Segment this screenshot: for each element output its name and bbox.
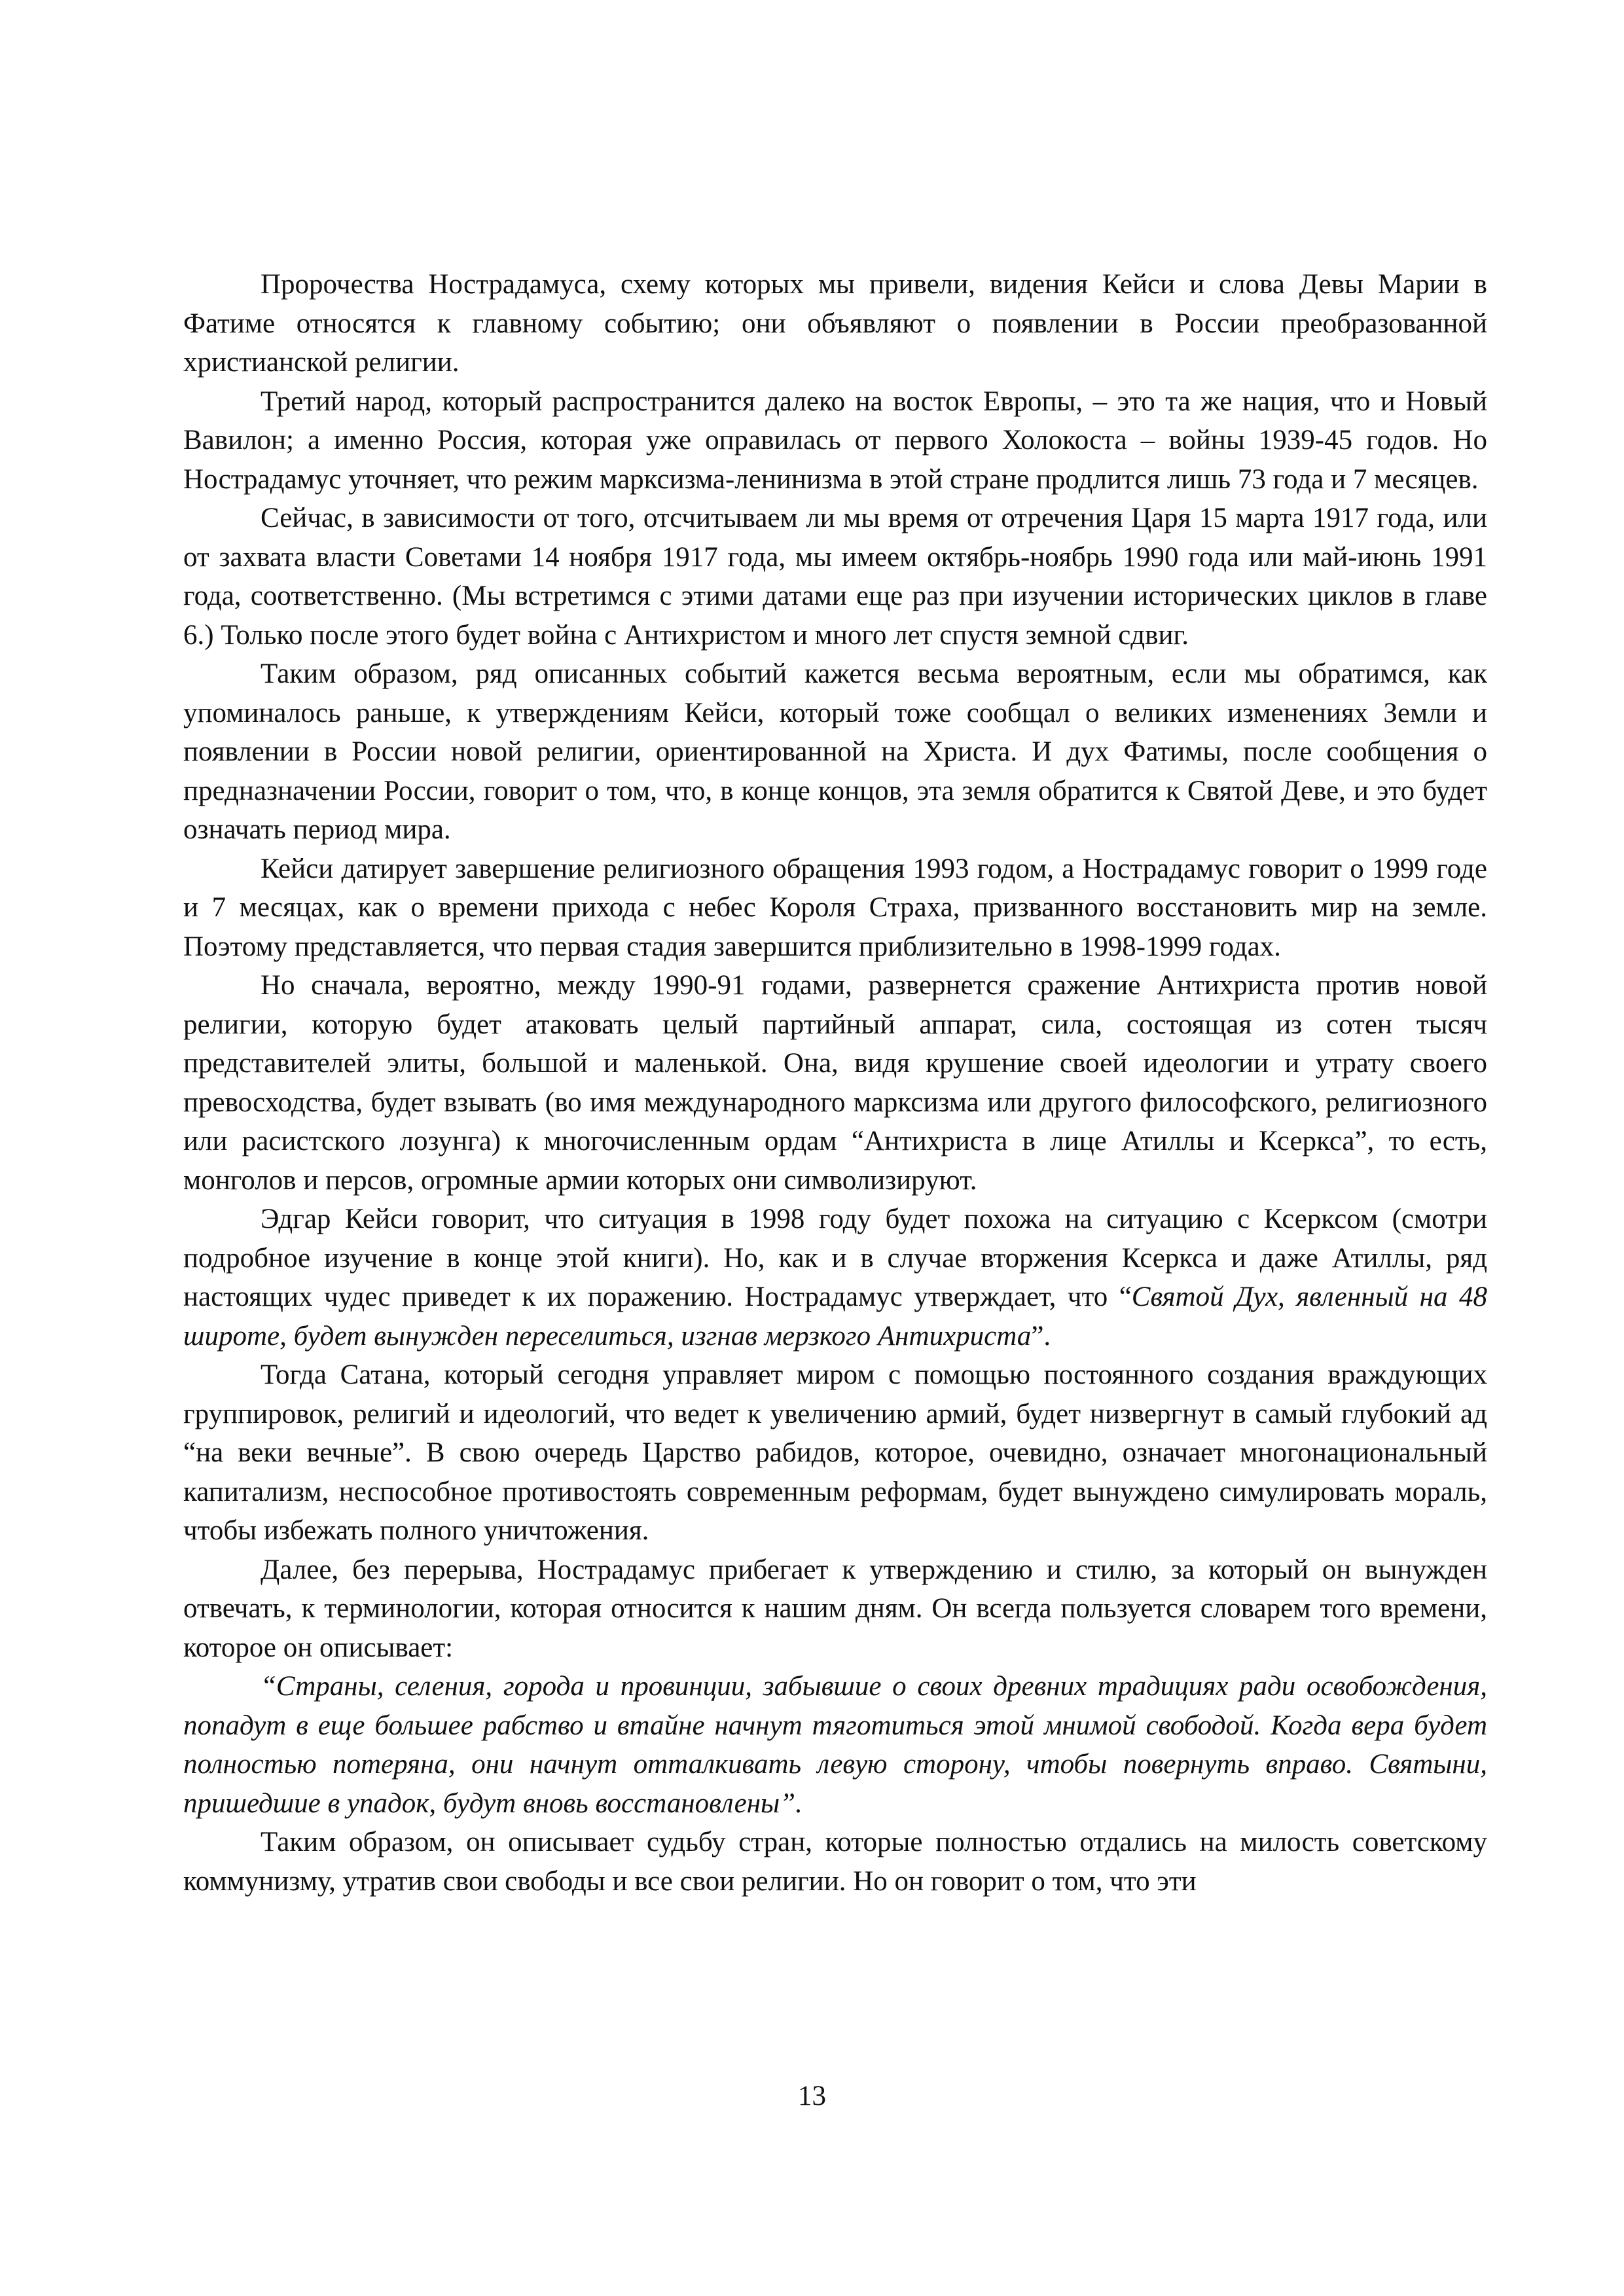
paragraph-3: Сейчас, в зависимости от того, отсчитываем ли мы время от отречения Царя 15 марта 1917 года, или от захвата власти Советами 14 ноября 1917 года, мы имеем октябрь-ноябрь 1990 года или май-июнь 1991 года, соответственно. (Мы встретимся с этими датами еще раз при изучении исторических циклов в главе 6.) Только после этого будет война с Антихристом и много лет спустя земной сдвиг.	[183, 503, 1487, 651]
paragraph-6: Но сначала, вероятно, между 1990-91 годами, развернется сражение Антихриста против новой религии, которую будет атаковать целый партийный аппарат, сила, состоящая из сотен тысяч представителей элиты, большой и маленькой. Она, видя крушение своей идеологии и утрату своего превосходства, будет взывать (во имя международного марксизма или другого философского, религиозного или расистского лозунга) к многочисленным ордам “Антихриста в лице Атиллы и Ксеркса”, то есть, монголов и персов, огромные армии которых они символизируют.	[183, 970, 1487, 1196]
paragraph-2: Третий народ, который распространится далеко на восток Европы, – это та же нация, что и Новый Вавилон; а именно Россия, которая уже оправилась от первого Холокоста – войны 1939-45 годов. Но Нострадамус уточняет, что режим марксизма-ленинизма в этой стране продлится лишь 73 года и 7 месяцев.	[183, 386, 1487, 495]
paragraph-4: Таким образом, ряд описанных событий кажется весьма вероятным, если мы обратимся, как упоминалось раньше, к утверждениям Кейси, который тоже сообщал о великих изменениях Земли и появлении в России новой религии, ориентированной на Христа. И дух Фатимы, после сообщения о предназначении России, говорит о том, что, в конце концов, эта земля обратится к Святой Деве, и это будет означать период мира.	[183, 658, 1487, 845]
paragraph-7	[183, 1200, 1487, 1355]
page-number: 13	[798, 2081, 826, 2111]
paragraph-8: Тогда Сатана, который сегодня управляет миром с помощью постоянного создания враждующих группировок, религий и идеологий, что ведет к увеличению армий, будет низвергнут в самый глубокий ад “на веки вечные”. В свою очередь Царство рабидов, которое, очевидно, означает многонациональный капитализм, неспособное противостоять современным реформам, будет вынуждено симулировать мораль, чтобы избежать полного уничтожения.	[183, 1359, 1487, 1546]
paragraph-9: Далее, без перерыва, Нострадамус прибегает к утверждению и стилю, за который он вынужден отвечать, к терминологии, которая относится к нашим дням. Он всегда пользуется словарем того времени, которое он описывает:	[183, 1554, 1487, 1663]
block-quote: “Страны, селения, города и провинции, забывшие о своих древних традициях ради освобождения, попадут в еще большее рабство и втайне начнут тяготиться этой мнимой свободой. Когда вера будет полностью потеряна, они начнут отталкивать левую сторону, чтобы повернуть вправо. Святыни, пришедшие в упадок, будут вновь восстановлены”.	[183, 1671, 1487, 1819]
paragraph-1: Пророчества Нострадамуса, схему которых мы привели, видения Кейси и слова Девы Марии в Фатиме относятся к главному событию; они объявляют о появлении в России преобразованной христианской религии.	[183, 269, 1487, 378]
paragraph-7-closing: ”.	[1031, 1320, 1051, 1352]
page-body	[183, 265, 1487, 1901]
paragraph-final: Таким образом, он описывает судьбу стран, которые полностью отдались на милость советскому коммунизму, утратив свои свободы и все свои религии. Но он говорит о том, что эти	[183, 1827, 1487, 1897]
paragraph-7-text: Эдгар Кейси говорит, что ситуация в 1998 году будет похожа на ситуацию с Ксерксом (смотри подробное изучение в конце этой книги). Но, как и в случае вторжения Ксеркса и даже Атиллы, ряд настоящих чудес приведет к их поражению. Нострадамус утверждает, что “	[183, 1204, 1487, 1312]
paragraph-7-italic-quote: Святой Дух, явленный на 48 широте, будет вынужден переселиться, изгнав мерзкого Антихриста	[183, 1282, 1487, 1352]
paragraph-5: Кейси датирует завершение религиозного обращения 1993 годом, а Нострадамус говорит о 1999 годе и 7 месяцах, как о времени прихода с небес Короля Страха, призванного восстановить мир на земле. Поэтому представляется, что первая стадия завершится приблизительно в 1998-1999 годах.	[183, 853, 1487, 962]
